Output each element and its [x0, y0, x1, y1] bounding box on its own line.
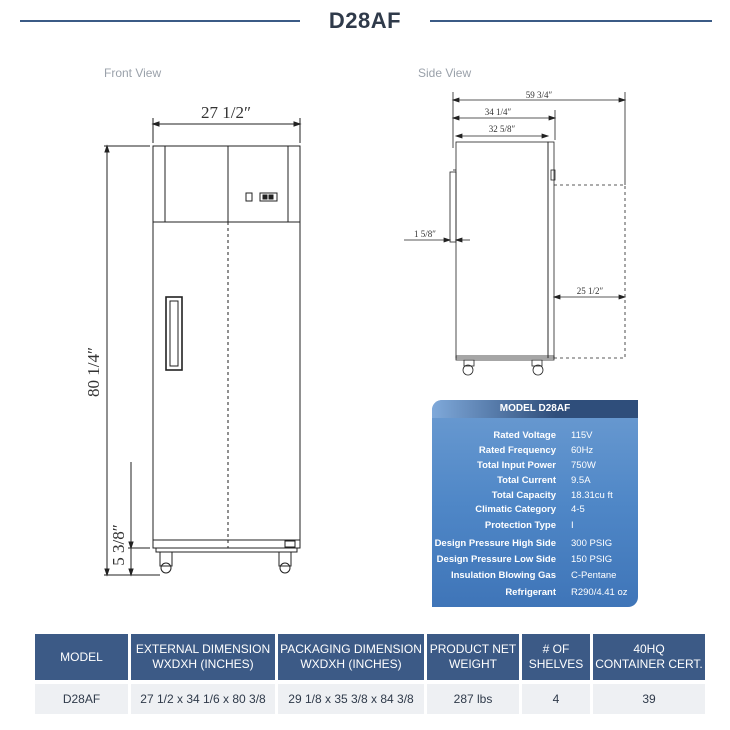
front-leg-dim: 5 3/8″ — [109, 524, 128, 566]
spec-value: 300 PSIG — [571, 538, 613, 549]
header-container-cert: 40HQ CONTAINER CERT. — [593, 634, 705, 680]
cell-model: D28AF — [35, 680, 128, 714]
spec-value: 9.5A — [571, 475, 591, 486]
spec-label: Rated Voltage — [493, 430, 556, 441]
spec-label: Design Pressure High Side — [434, 538, 556, 549]
header-shelves: # OF SHELVES — [522, 634, 590, 680]
spec-value: 60Hz — [571, 445, 594, 456]
spec-value: R290/4.41 oz — [571, 587, 628, 598]
side-gap-dim: 1 5/8″ — [414, 229, 436, 239]
cell-packaging-dimension: 29 1/8 x 35 3/8 x 84 3/8 — [278, 680, 424, 714]
spec-label: Total Input Power — [477, 460, 556, 471]
cell-container-cert: 39 — [593, 680, 705, 714]
title-rule-right — [430, 20, 712, 22]
spec-label: Rated Frequency — [478, 445, 556, 456]
front-width-dim: 27 1/2″ — [200, 103, 252, 122]
spec-value: 115V — [571, 430, 593, 441]
spec-label: Insulation Blowing Gas — [450, 570, 556, 581]
front-view-drawing — [0, 0, 320, 600]
header-external-dimension: EXTERNAL DIMENSION WXDXH (INCHES) — [131, 634, 275, 680]
spec-table — [32, 634, 708, 714]
table-row — [35, 680, 705, 714]
spec-label: Total Current — [497, 475, 556, 486]
side-door-dim: 25 1/2″ — [576, 286, 604, 296]
spec-header: MODEL D28AF — [432, 400, 638, 418]
spec-value: 750W — [571, 460, 596, 471]
spec-value: 4-5 — [571, 504, 585, 515]
spec-label: Design Pressure Low Side — [436, 554, 556, 565]
cell-external-dimension: 27 1/2 x 34 1/6 x 80 3/8 — [131, 680, 275, 714]
header-net-weight: PRODUCT NET WEIGHT — [427, 634, 519, 680]
spec-label: Climatic Category — [475, 504, 556, 515]
spec-value: 150 PSIG — [571, 554, 613, 565]
spec-label: Total Capacity — [491, 490, 556, 501]
side-depth-dim: 34 1/4″ — [484, 107, 512, 117]
spec-value: 18.31cu ft — [571, 490, 613, 501]
front-height-dim: 80 1/4″ — [84, 346, 103, 398]
front-view-label: Front View — [104, 66, 162, 80]
side-overall-dim: 59 3/4″ — [525, 90, 553, 100]
side-view-drawing — [380, 80, 650, 390]
header-model: MODEL — [35, 634, 128, 680]
spec-value: I — [571, 520, 574, 531]
side-body-dim: 32 5/8″ — [488, 124, 516, 134]
table-header-row — [35, 634, 705, 680]
spec-label: Protection Type — [484, 520, 556, 531]
header-packaging-dimension: PACKAGING DIMENSION WXDXH (INCHES) — [278, 634, 424, 680]
cell-shelves: 4 — [522, 680, 590, 714]
spec-value: C-Pentane — [571, 570, 617, 581]
spec-label: Refrigerant — [505, 587, 556, 598]
cell-net-weight: 287 lbs — [427, 680, 519, 714]
page-title: D28AF — [328, 8, 402, 33]
side-view-label: Side View — [418, 66, 472, 80]
